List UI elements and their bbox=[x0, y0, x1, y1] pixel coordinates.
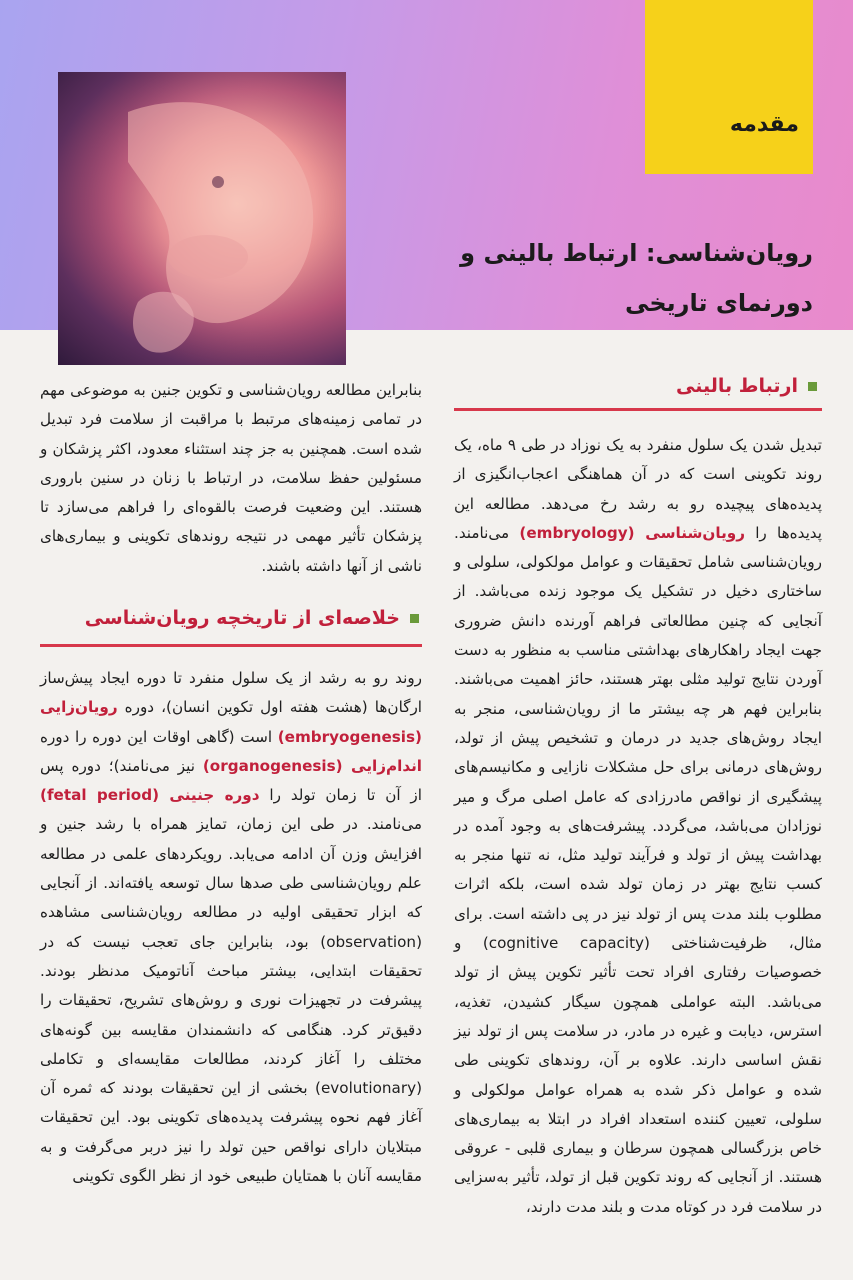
clinical-text bbox=[454, 431, 822, 1222]
section-label: مقدمه bbox=[729, 112, 799, 137]
clinical-heading-rule bbox=[454, 408, 822, 411]
history-text-d: می‌نامند. در طی این زمان، تمایز همراه با رشد جنین و افزایش وزن آن ادامه می‌یابد. رویکردهای علمی در مطالعه علم رویان‌شناسی طی صدها سال توسعه یافته‌اند. از آنجایی که ابزار تحقیقی اولیه در مطالعه رویان‌شناسی مشاهده (observation) بود، بنابراین جای تعجب نیست که در تحقیقات ابتدایی، بیشتر مباحث آناتومیک مدنظر بودند. پیشرفت در تجهیزات نوری و روش‌های تشریح، تحقیقات را دقیق‌تر کرد. هنگامی که دانشمندان مقایسه بین گونه‌های مختلف را آغاز کردند، مطالعات مقایسه‌ای و تکاملی (evolutionary) بخشی از این تحقیقات بودند که ثمره آن آغاز فهم نحوه پیشرفت پدیده‌های تکوینی بود. این تحقیقات مبتلایان دارای نواقص حین تولد را نیز دربر می‌گرفت و به مقایسه آنان با همتایان طبیعی خود از نظر الگوی تکوینی bbox=[40, 815, 422, 1186]
history-text bbox=[40, 664, 422, 1191]
fetus-illustration bbox=[58, 72, 346, 365]
continuation-text bbox=[40, 376, 422, 581]
bullet-square-icon bbox=[808, 382, 817, 391]
clinical-heading-label: ارتباط بالینی bbox=[676, 375, 798, 397]
fetus-photo bbox=[58, 72, 346, 365]
history-text-c: نیز می‌نامند)؛ دوره پس از آن تا زمان تولد را bbox=[40, 756, 422, 805]
term-embryology: رویان‌شناسی (embryology) bbox=[519, 523, 745, 542]
term-organogenesis: اندام‌زایی (organogenesis) bbox=[202, 756, 423, 775]
term-embryogenesis: رویان‌زایی (embryogenesis) bbox=[40, 698, 422, 746]
chapter-title: رویان‌شناسی: ارتباط بالینی و دورنمای تاریخی bbox=[460, 239, 813, 317]
history-heading-label: خلاصه‌ای از تاریخچه رویان‌شناسی bbox=[84, 607, 400, 629]
clinical-text-a: تبدیل شدن یک سلول منفرد به یک نوزاد در طی ۹ ماه، یک روند تکوینی است که در آن هماهنگی اعجاب‌انگیزی از پدیده‌های پیچیده رو به رشد رخ می‌دهد. مطالعه این پدیده‌ها را bbox=[454, 436, 822, 542]
history-text-a: روند رو به رشد از یک سلول منفرد تا دوره ایجاد پیش‌ساز ارگان‌ها (هشت هفته اول تکوین انسان)، دوره bbox=[40, 669, 422, 717]
intro-box bbox=[645, 0, 813, 174]
history-heading bbox=[85, 607, 419, 629]
history-text-b: است (گاهی اوقات این دوره را دوره bbox=[40, 727, 278, 746]
term-fetal-period: دوره جنینی (fetal period) bbox=[40, 786, 260, 805]
bullet-square-icon bbox=[410, 614, 419, 623]
clinical-text-b: می‌نامند. رویان‌شناسی شامل تحقیقات و عوامل مولکولی، سلولی و ساختاری دخیل در تشکیل یک موجود زنده می‌باشد. از آنجایی که چنین مطالعاتی فراهم آورنده دانش ضروری جهت ایجاد راهکارهای بهداشتی مناسب به منظور به دست آوردن نتایج تولید مثلی بهتر هستند، حائز اهمیت می‌باشند. بنابراین فهم هر چه بیشتر ما از رویان‌شناسی، منجر به ایجاد روش‌های جدید در درمان و تشخیص پیش از تولد، روش‌های درمانی برای حل مشکلات نازایی و مکانیسم‌های پیشگیری از نواقص مادرزادی که عامل اصلی مرگ و میر نوزادان می‌باشد، می‌گردد. پیشرفت‌های به وجود آمده در بهداشت پیش از تولد و فرآیند تولید مثل، نه تنها منجر به کسب نتایج بهتر در زمان تولد شده است، بلکه اثرات مطلوب بلند مدت پس از تولد نیز در پی داشته است. برای مثال، ظرفیت‌شناختی (cognitive capacity) و خصوصیات رفتاری افراد تحت تأثیر تکوین پیش از تولد می‌باشد. البته عواملی همچون سیگار کشیدن، تغذیه، استرس، دیابت و غیره در مادر، در سلامت پس از تولد نیز نقش اساسی دارند. علاوه بر آن، روندهای تکوینی طی شده و عوامل ذکر شده به همراه عوامل مولکولی و سلولی، تعیین کننده استعداد افراد در ابتلا به بیماری‌های خاص بزرگسالی همچون سرطان و بیماری قلبی - عروقی هستند. از آنجایی که روند تکوین قبل از تولد، تأثیر به‌سزایی در سلامت فرد در کوتاه مدت و بلند مدت دارند، bbox=[454, 523, 822, 1216]
continuation-paragraph: بنابراین مطالعه رویان‌شناسی و تکوین جنین به موضوعی مهم در تمامی زمینه‌های مرتبط با مراقبت از سلامت فرد تبدیل شده است. همچنین به جز چند استثناء معدود، اکثر پزشکان و مسئولین حفظ سلامت، در ارتباط با زنان در سنین باروری هستند. این وضعیت فرصت بالقوه‌ای را فراهم می‌سازد تا پزشکان تأثیر مهمی در نتیجه روندهای تکوینی و بیماری‌های ناشی از آنها داشته باشند. bbox=[40, 381, 422, 575]
history-heading-rule bbox=[40, 644, 422, 647]
clinical-heading bbox=[676, 375, 817, 397]
